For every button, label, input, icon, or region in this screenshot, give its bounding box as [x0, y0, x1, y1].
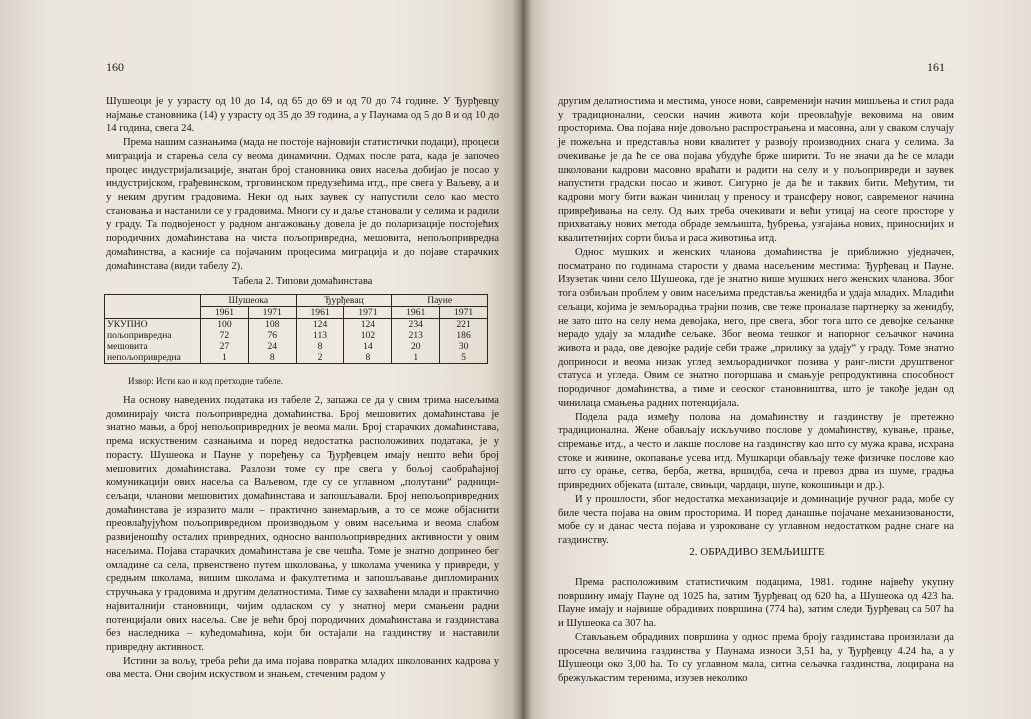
table-cell: 2	[296, 352, 344, 364]
table-caption: Табела 2. Типови домаћинстава	[232, 276, 373, 287]
table-cell: 8	[248, 352, 296, 364]
table-row	[105, 341, 488, 352]
table-cell: 186	[440, 330, 488, 341]
group-header: Ђурђевац	[296, 295, 392, 307]
table-cell: 221	[440, 319, 488, 331]
table-source: Извор: Исти као и код претходне табеле.	[128, 376, 284, 386]
right-text-bottom	[558, 576, 954, 686]
group-header: Шушеока	[201, 295, 297, 307]
table-cell: 30	[440, 341, 488, 352]
year-header: 1971	[440, 307, 488, 319]
table-row	[105, 319, 488, 331]
table-corner	[105, 295, 201, 319]
row-label: пољопривредна	[105, 330, 201, 341]
table-cell: 24	[248, 341, 296, 352]
table-cell: 8	[296, 341, 344, 352]
paragraph: Стављањем обрадивих површина у однос према броју газдинстава произилази да просечна величина газдинства у Паунама износи 3,51 ha, у Ђурђевцу 4.24 ha, а у Шушеоци око 3,00 ha. То су углавном мала, ситна сељачка газдинства, лоцирана на брежуљкастим теренима, изузев неколико	[558, 631, 954, 685]
table-cell: 20	[392, 341, 440, 352]
paragraph: другим делатностима и местима, уносе нови, савременији начин мишљења и стил рада у традиционални, сеоски начин живота који преовлађује вековима на овим просторима. Ова појава није довољно распрострањена и масовна, али у сваком случају је пожељна и представља нови квалитет у развоју производних снага у селима. За очекивање је да ће се ова појава убудуће брже ширити. То не значи да ће се млади школовани кадрови масовно враћати и радити на селу и у пољопривреди и заувек напустити градски посао и живот. Сигурно је да ће и таквих бити. Међутим, ти кадрови могу бити важан чинилац у преносу и трансферу новог, савременог начина привређивања на селу. Од њих треба очекивати и већи утицај на сеоге просторе у прихватању нових метода обраде земљишта, ђубрења, узгајања нових, приноснијих и квалитетнијих сорти биља и раса животиња итд.	[558, 96, 954, 245]
table-cell: 234	[392, 319, 440, 331]
year-header: 1971	[344, 307, 392, 319]
paragraph: Према расположивим статистичким подацима, 1981. године највећу укупну површину имају Пауне од 1025 ha, затим Ђурђевац од 620 ha, а Шушеока од 423 ha. Пауне имају и највише обрадивих површина (774 ha), затим следи Ђурђевац са 507 ha и Шушеока са 307 ha.	[558, 577, 954, 630]
table-row	[105, 330, 488, 341]
household-types-table	[104, 294, 488, 364]
table-row	[105, 352, 488, 364]
paragraph: Истини за вољу, треба рећи да има појава повратка младих школованих кадрова у ова места. Они својим искуством и знањем, стеченим радом у	[106, 655, 499, 681]
table-cell: 14	[344, 341, 392, 352]
table-cell: 124	[296, 319, 344, 331]
table-cell: 76	[248, 330, 296, 341]
paragraph: На основу наведених података из табеле 2, запажа се да у свим трима насељима доминирају чиста пољопривредна домаћинства. Број мешовитих домаћинстава је знатно мањи, а број непољопривредних је веома мали. Број старачких домаћинстава, према искуственим сазнањима и поред недостатка расположивих података, је у порасту. Шушеока и Пауне у поређењу са Ђурђевцем имају нешто већи број мешовитих домаћинстава. Разлози томе су пре свега у бољој саобраћајној комуникацији ових насеља са Ваљевом, где су се углавном „полутани“ радници-сељаци, чланови мешовитих домаћинстава и запошљавали. Број непољопривредних домаћинстава је изразито мали – практично занемарљив, а то се може објаснити преовлађујућом пољопривредном производњом у овим насељима и веома слабом развијеношћу осталих привредних, односно ванпољопривредних активности у овим насељима. Појава старачких домаћинстава је све чешћа. Томе је знатно допринео бег омладине са села, првенствено путем школовања, у школама ученика у привреди, у средњим школама, вишим школама и факултетима и запошљавање дипломираних стручњака у градовима и другим делатностима. Тиме су захваћени млади и практично највиталнији становници, чијим одласком су у знатној мери смањени радни потенцијали ових насеља. Све је већи број породичних домаћинстава и газдинстава без наследника – кућедомаћина, који би остајали на газдинству и наставили привредну активност.	[106, 395, 499, 653]
table-cell: 100	[201, 319, 249, 331]
right-text-top	[558, 95, 954, 548]
table-cell: 213	[392, 330, 440, 341]
table-cell: 124	[344, 319, 392, 331]
table-cell: 108	[248, 319, 296, 331]
table-cell: 72	[201, 330, 249, 341]
row-label: непољопривредна	[105, 352, 201, 364]
table-cell: 102	[344, 330, 392, 341]
year-header: 1961	[392, 307, 440, 319]
paragraph: И у прошлости, због недостатка механизације и доминације ручног рада, мобе су биле честа појава на овим просторима. И поред данашње појачане механизованости, мобе су и данас честа појава и узроковане су углавном недостатком радне снаге на газдинству.	[558, 493, 954, 546]
paragraph: Однос мушких и женских чланова домаћинства је приближно уједначен, посматрано по годинама старости у двама насељеним местима: Ђурђевац и Пауне. Изузетак чини село Шушеока, где је знатно више мушких него женских чланова. Због тога озбиљан проблем у овим насељима представља женидба и удаја младих. Младићи сељаци, којима је земљорадња трајни позив, све теже проналазе партнерку за женидбу, не зато што на селу нема девојака, него, пре свега, због тога што се девојке сељанке нерадо удају за младиће сељаке. Због веома тешког и напорног сељачког начина живота и рада, ове девојке радије себи траже „прилику за удају“ у граду. Томе знатно доприноси и веома низак углед земљорадничког позива у ранг-листи друштвеног статуса и угледа. Овим се знатно погоршава и смањује репродуктивна способност породичног домаћинства, а тиме и сеоског становништва, што је такође један од чинилаца смањења радних потенцијала.	[558, 246, 954, 409]
section-heading: 2. ОБРАДИВО ЗЕМЉИШТЕ	[689, 546, 825, 558]
table-cell: 1	[392, 352, 440, 364]
table-cell: 27	[201, 341, 249, 352]
book-spine-shadow	[512, 0, 532, 719]
left-text-top	[106, 95, 499, 273]
paragraph: Подела рада између полова на домаћинству и газдинству је претежно традиционална. Жене обављају искључиво послове у домаћинству, кување, прање, спремање итд., а често и лакше послове на газдинству као што су мужа крава, исхрана стоке и живине, окопавање усева итд. Мушкарци обављају теже физичке послове као што су орање, сетва, берба, жетва, вршидба, сеча и превоз дрва из шуме, градња привредних објеката (штале, свињци, чардаци, шупе, кокошињци и др.).	[558, 411, 954, 492]
year-header: 1961	[201, 307, 249, 319]
page-number-right: 161	[927, 60, 945, 74]
group-header: Пауне	[392, 295, 488, 307]
row-label: мешовита	[105, 341, 201, 352]
table-cell: 1	[201, 352, 249, 364]
table-cell: 113	[296, 330, 344, 341]
page-number-left: 160	[106, 60, 124, 74]
table-cell: 8	[344, 352, 392, 364]
year-header: 1961	[296, 307, 344, 319]
row-label: УКУПНО	[105, 319, 201, 331]
left-text-bottom	[106, 394, 499, 682]
year-header: 1971	[248, 307, 296, 319]
paragraph: Према нашим сазнањима (мада не постоје најновији статистички подаци), процеси миграција и старења села су веома динамични. Одмах после рата, када је започео процес индустријализације, знатан број становника ових насеља добијао је посао у индустријском, грађевинском, трговинском предузећима итд., пре свега у Ваљеву, а и у неким другим градовима. Неки од њих заувек су напустили село као место становања и настанили се у градовима. Многи су и даље становали у селима и радили у граду. Та подвојеност у радном ангажовању довела је до поларизације постојећих породичних домаћинстава на чиста пољопривредна, мешовита, непољопривредна домаћинства, а касније са појачаним процесима миграција и до појаве старачких домаћинстава (види табелу 2).	[106, 137, 499, 272]
paragraph: Шушеоци је у узрасту од 10 до 14, од 65 до 69 и од 70 до 74 године. У Ђурђевцу најмање становника (14) у узрасту од 35 до 39 година, а у Паунама од 5 до 8 и од 10 до 14 година, свега 24.	[106, 96, 499, 135]
table-cell: 5	[440, 352, 488, 364]
